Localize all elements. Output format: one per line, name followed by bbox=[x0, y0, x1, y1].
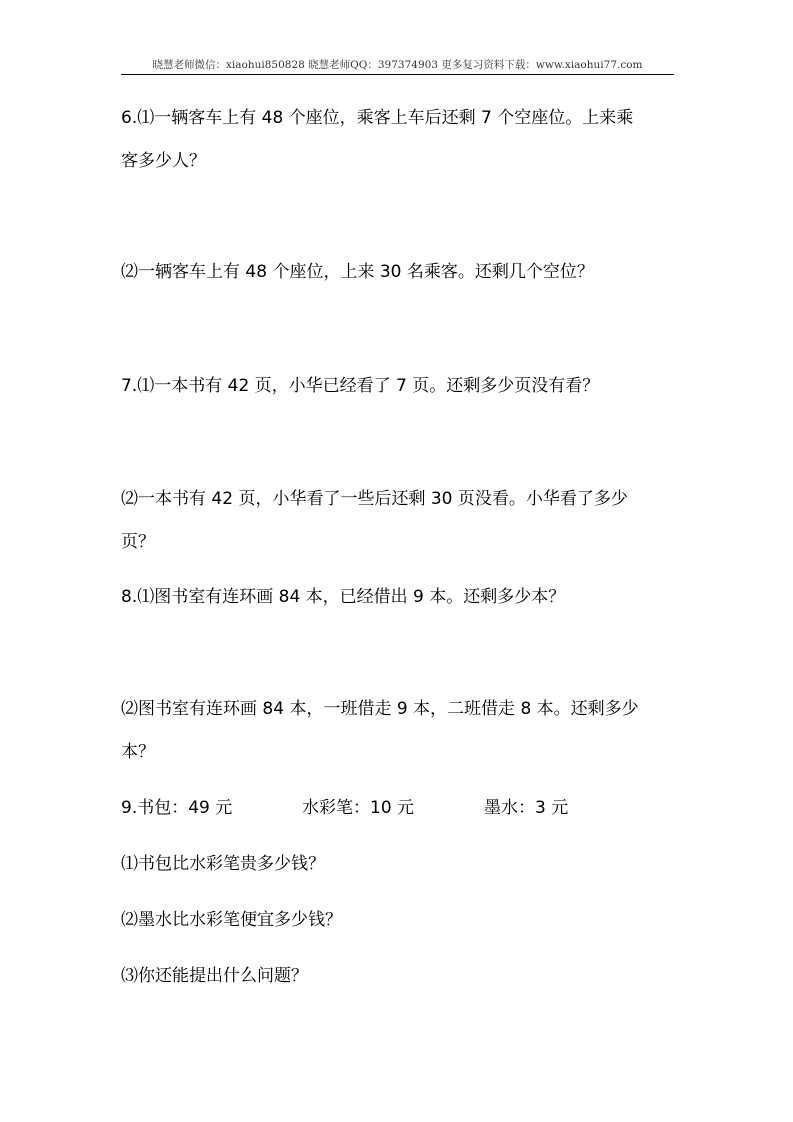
header-divider bbox=[121, 74, 674, 75]
question-9-2: ⑵墨水比水彩笔便宜多少钱？ bbox=[121, 910, 342, 930]
question-7-1: 7.⑴一本书有 42 页，小华已经看了 7 页。还剩多少页没有看？ bbox=[121, 376, 600, 396]
page-header: 晓慧老师微信：xiaohui850828 晓慧老师QQ：397374903 更多复习资料下载：www.xiaohui77.com bbox=[152, 59, 643, 71]
question-8-2-line-1: ⑵图书室有连环画 84 本，一班借走 9 本，二班借走 8 本。还剩多少 bbox=[121, 699, 639, 719]
question-9-1: ⑴书包比水彩笔贵多少钱？ bbox=[121, 854, 325, 874]
price-watercolor-pen: 水彩笔：10 元 bbox=[302, 798, 415, 818]
question-6-2: ⑵一辆客车上有 48 个座位，上来 30 名乘客。还剩几个空位？ bbox=[121, 262, 594, 282]
question-8-1: 8.⑴图书室有连环画 84 本，已经借出 9 本。还剩多少本？ bbox=[121, 587, 566, 607]
price-ink: 墨水：3 元 bbox=[484, 798, 569, 818]
question-8-2-line-2: 本？ bbox=[121, 742, 155, 762]
question-9-3: ⑶你还能提出什么问题？ bbox=[121, 966, 308, 986]
question-7-2-line-1: ⑵一本书有 42 页，小华看了一些后还剩 30 页没看。小华看了多少 bbox=[121, 489, 628, 509]
question-9-prices bbox=[121, 797, 681, 819]
question-6-1-line-1: 6.⑴一辆客车上有 48 个座位，乘客上车后还剩 7 个空座位。上来乘 bbox=[121, 108, 634, 128]
price-schoolbag: 9.书包：49 元 bbox=[121, 798, 233, 818]
question-6-1-line-2: 客多少人？ bbox=[121, 151, 206, 171]
question-7-2-line-2: 页？ bbox=[121, 532, 155, 552]
